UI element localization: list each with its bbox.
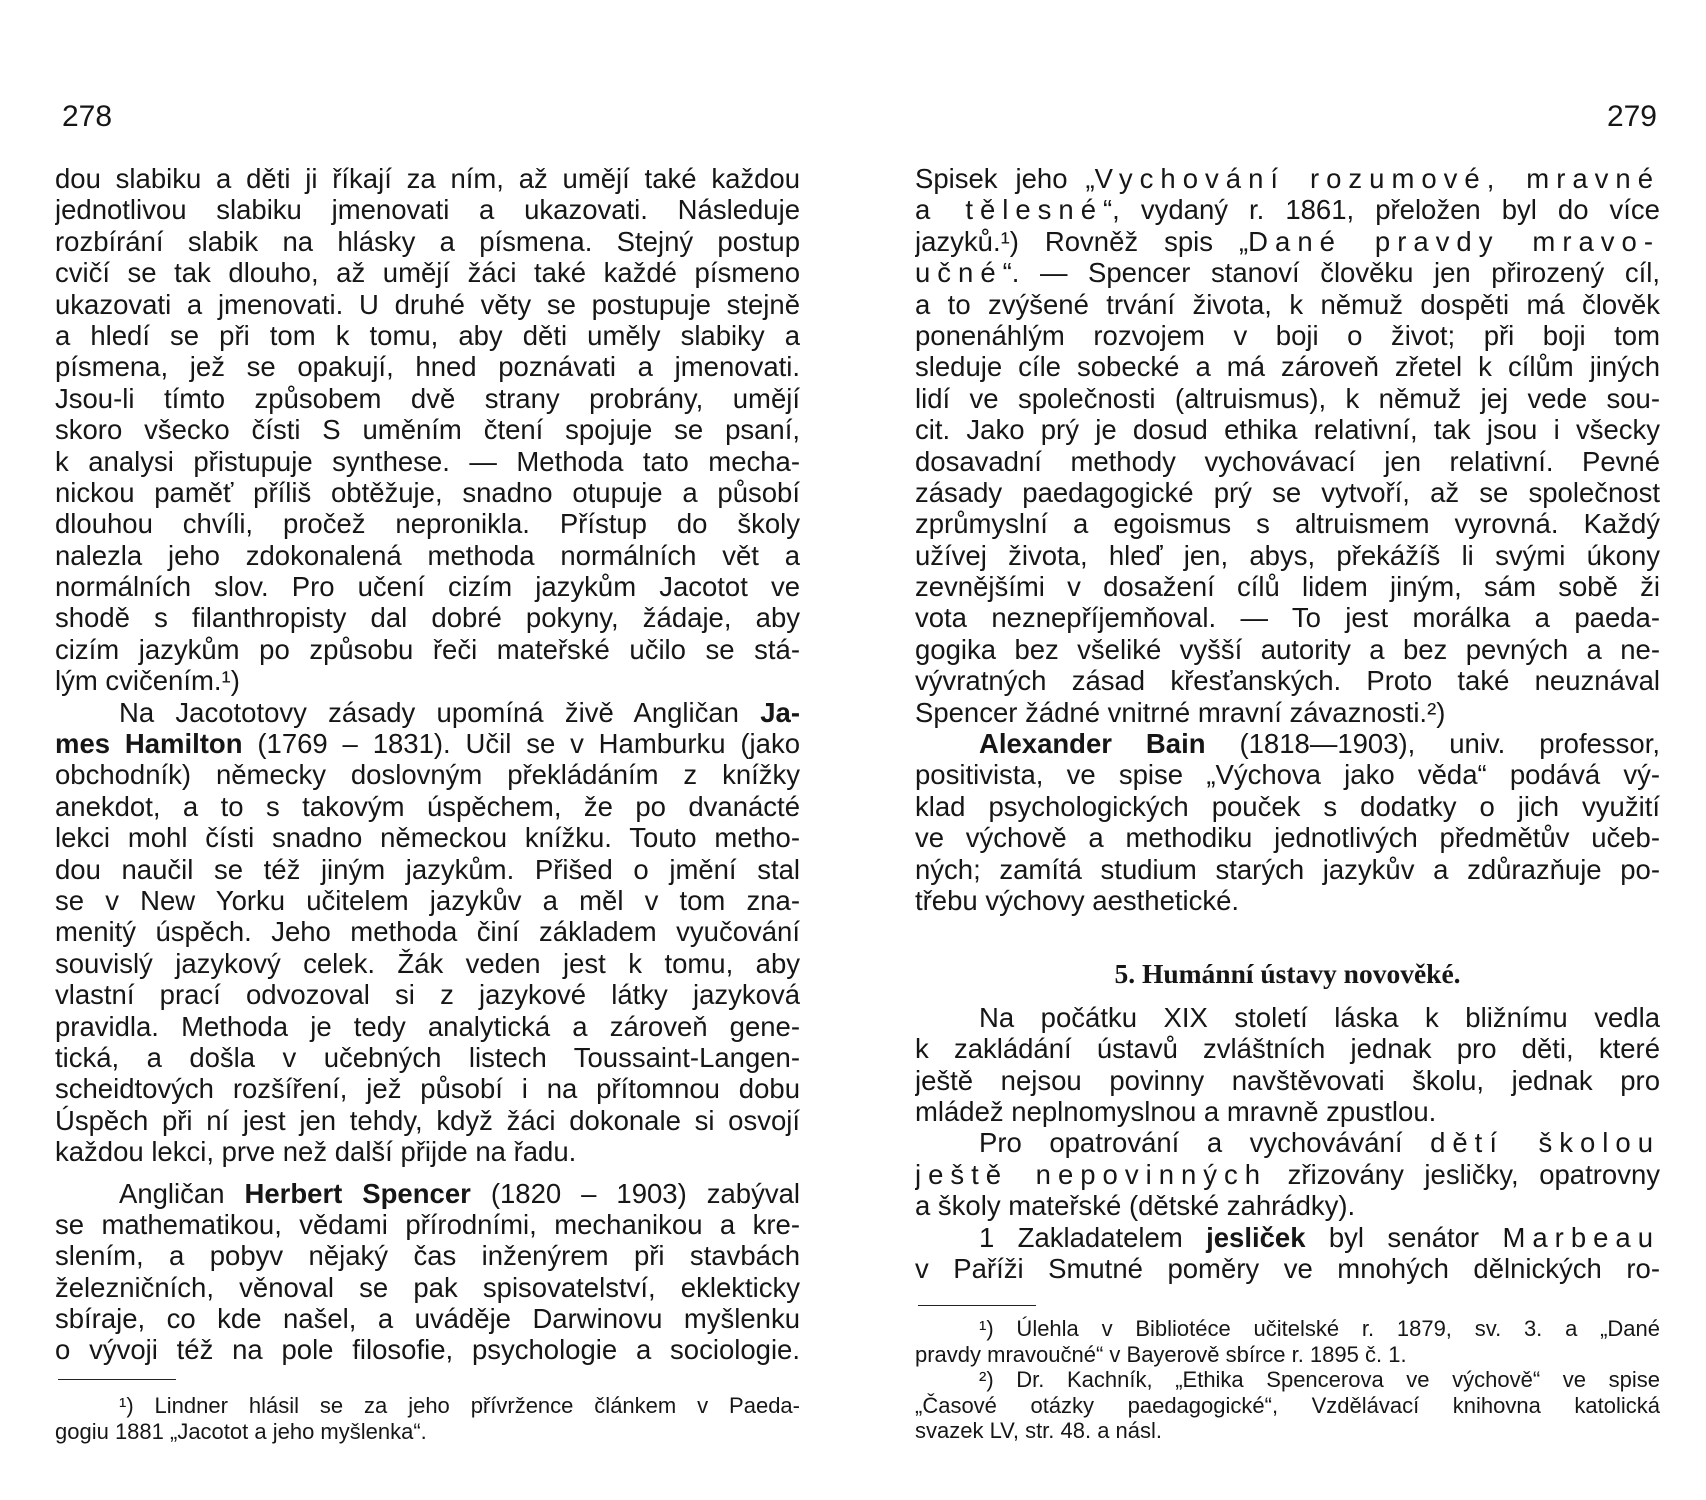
- text-line: o vývoji též na pole filosofie, psychologie a sociologie.: [55, 1334, 800, 1366]
- text-line: pravidla. Methoda je tedy analytická a zároveň gene-: [55, 1010, 800, 1042]
- text-line: [55, 728, 800, 759]
- text-line: Úspěch při ní jest jen tehdy, když žáci dokonale si osvojí: [55, 1104, 800, 1136]
- footnote-line: „Časové otázky paedagogické“, Vzdělávací knihovna katolická: [915, 1392, 1660, 1418]
- footnote-line: ¹) Úlehla v Bibliotéce učitelské r. 1879, sv. 3. a „Dané: [979, 1316, 1660, 1341]
- text-line: anekdot, a to s takovým úspěchem, že po dvanácté: [55, 790, 800, 822]
- page-number: 279: [1606, 100, 1657, 133]
- text-line: tická, a došla v učebných listech Toussaint-Langen-: [55, 1041, 800, 1073]
- spaced-title: a tělesné: [915, 194, 1104, 226]
- person-name-bold: Alexander Bain: [979, 728, 1206, 760]
- text-line: písmena, jež se opakují, hned poznávati a jmenovati.: [55, 351, 800, 383]
- person-name-bold: Ja-: [760, 696, 800, 728]
- text-line: ných; zamítá studium starých jazykův a zdůrazňuje po-: [915, 853, 1660, 885]
- text-line: dou slabiku a děti ji říkají za ním, až umějí také každou: [55, 163, 800, 194]
- footnote-line: svazek LV, str. 48. a násl.: [915, 1418, 1163, 1443]
- text-line: [915, 163, 1660, 194]
- text-line: cit. Jako prý je dosud ethika relativní, tak jsou i všecky: [915, 414, 1660, 446]
- text-line: železničních, věnoval se pak spisovatelství, eklekticky: [55, 1271, 800, 1303]
- text-line: v Paříži Smutné poměry ve mnohých dělnických ro-: [915, 1252, 1660, 1284]
- left-page-body: [55, 163, 800, 1366]
- text-span: Spisek jeho „: [915, 163, 1095, 194]
- section-heading: 5. Humánní ústavy novověké.: [1114, 958, 1461, 990]
- text-line: [915, 1127, 1660, 1158]
- text-span: Pro opatrování a vychovávání: [979, 1127, 1403, 1159]
- left-page: [55, 0, 800, 1500]
- text-line: a školy mateřské (dětské zahrádky).: [915, 1190, 1356, 1222]
- spaced-title: dětí školou: [1430, 1127, 1660, 1159]
- text-line: gogika bez všeliké vyšší autority a bez pevných a ne-: [915, 633, 1660, 665]
- right-page-body: [915, 163, 1660, 1284]
- spaced-title: učné: [915, 257, 1003, 289]
- text-line: nickou paměť příliš obtěžuje, snadno otupuje a působí: [55, 476, 800, 508]
- text-line: obchodník) německy doslovným překládáním z knížky: [55, 759, 800, 791]
- text-line: [55, 1178, 800, 1209]
- text-line: menitý úspěch. Jeho methoda činí základem vyučování: [55, 916, 800, 948]
- text-line: a hledí se při tom k tomu, aby děti uměly slabiky a: [55, 319, 800, 351]
- text-span: Angličan: [119, 1177, 225, 1209]
- text-span: 1 Zakladatelem: [979, 1221, 1183, 1253]
- text-line: zásady paedagogické prý se vytvoří, až se společnost: [915, 476, 1660, 508]
- text-line: dou naučil se též jiným jazykům. Přišed o jmění stal: [55, 853, 800, 885]
- left-footnotes: [55, 1393, 800, 1444]
- text-line: dosavadní methody vychovávací jen relativní. Pevné: [915, 445, 1660, 477]
- text-line: zprůmyslní a egoismus s altruismem vyrovná. Každý: [915, 508, 1660, 540]
- text-line: mládež neplnomyslnou a mravně zpustlou.: [915, 1095, 1437, 1127]
- text-line: normálních slov. Pro učení cizím jazykům Jacotot ve: [55, 571, 800, 603]
- page-number: 278: [62, 100, 113, 133]
- person-name-bold: Herbert Spencer: [244, 1177, 471, 1209]
- text-line: každou lekci, prve než další přijde na řadu.: [55, 1136, 577, 1168]
- text-line: klad psychologických pouček s dodatky o jich využití: [915, 790, 1660, 822]
- footnote-line: pravdy mravoučné“ v Bayerově sbírce r. 1895 č. 1.: [915, 1341, 1407, 1367]
- text-line: Spencer žádné vnitrné mravní závaznosti.²): [915, 696, 1446, 728]
- text-line: lidí ve společnosti (altruismus), k němuž jej vede sou-: [915, 382, 1660, 414]
- text-span: Na Jacototovy zásady upomíná živě Angličan: [119, 696, 739, 728]
- text-line: skoro všecko čísti S uměním čtení spojuje se psaní,: [55, 414, 800, 446]
- person-name-bold: mes Hamilton: [55, 728, 243, 760]
- text-line: slením, a pobyv nějaký čas inženýrem při stavbách: [55, 1240, 800, 1272]
- text-line: vývratných zásad křesťanských. Proto také neuznával: [915, 665, 1660, 697]
- text-line: k analysi přistupuje synthese. — Methoda tato mecha-: [55, 445, 800, 477]
- text-line: lekci mohl čísti snadno německou knížku. Touto metho-: [55, 822, 800, 854]
- footnote-line: gogiu 1881 „Jacotot a jeho myšlenka“.: [55, 1418, 427, 1444]
- text-line: zevnějšími v dosažení cílů lidem jiným, sám sobě ži: [915, 571, 1660, 603]
- text-span: (1769 – 1831). Učil se v Hamburku (jako: [242, 728, 800, 760]
- text-line: vota neznepříjemňoval. — To jest morálka a paeda-: [915, 602, 1660, 634]
- text-line: shodě s filanthropisty dal dobré pokyny, žádaje, aby: [55, 602, 800, 634]
- text-line: [55, 697, 800, 728]
- text-span: “. — Spencer stanoví člověku jen přirozený cíl,: [1002, 257, 1660, 289]
- text-span: “, vydaný r. 1861, přeložen byl do více: [1103, 194, 1660, 226]
- text-line: souvislý jazykový celek. Žák veden jest k tomu, aby: [55, 947, 800, 979]
- text-line: dlouhou chvíli, pročež nepronikla. Přístup do školy: [55, 508, 800, 540]
- text-span: (1818—1903), univ. professor,: [1205, 728, 1660, 760]
- text-line: se mathematikou, vědami přírodními, mechanikou a kre-: [55, 1208, 800, 1240]
- spaced-title: Vychování rozumové, mravné: [1094, 163, 1660, 194]
- text-line: ve výchově a methodiku jednotlivých předmětův učeb-: [915, 822, 1660, 854]
- text-line: [915, 728, 1660, 759]
- text-line: se v New Yorku učitelem jazykův a měl v tom zna-: [55, 884, 800, 916]
- term-bold: jesliček: [1206, 1221, 1306, 1253]
- text-line: Jsou-li tímto způsobem dvě strany probrány, umějí: [55, 382, 800, 414]
- spaced-title: ještě nepovinných: [915, 1158, 1268, 1190]
- text-span: byl senátor: [1305, 1221, 1480, 1253]
- text-line: [915, 1222, 1660, 1253]
- spaced-name: Marbeau: [1502, 1221, 1660, 1253]
- right-footnotes: [915, 1316, 1660, 1444]
- text-line: lým cvičením.¹): [55, 665, 240, 697]
- text-line: [915, 226, 1660, 257]
- text-line: ponenáhlým rozvojem v boji o život; při boji tom: [915, 319, 1660, 351]
- text-line: nalezla jeho zdokonalená methoda normálních vět a: [55, 539, 800, 571]
- text-line: sbíraje, co kde našel, a uváděje Darwinovu myšlenku: [55, 1303, 800, 1335]
- footnote-line: ¹) Lindner hlásil se za jeho přívržence článkem v Paeda-: [119, 1393, 800, 1418]
- text-line: k zakládání ústavů zvláštních jednak pro děti, které: [915, 1033, 1660, 1065]
- footnote-rule: [918, 1305, 1036, 1306]
- text-span: zřizovány jesličky, opatrovny: [1267, 1158, 1660, 1190]
- text-line: a to zvýšené trvání života, k němuž dospěti má člověk: [915, 288, 1660, 320]
- footnote-rule: [58, 1379, 176, 1380]
- text-line: positivista, ve spise „Výchova jako věda“ podává vý-: [915, 759, 1660, 791]
- text-line: Na počátku XIX století láska k bližnímu vedla: [979, 1001, 1660, 1033]
- text-line: scheidtových rozšíření, jež působí i na přítomnou dobu: [55, 1073, 800, 1105]
- text-span: jazyků.¹) Rovněž spis „: [915, 225, 1249, 257]
- text-line: ukazovati a jmenovati. U druhé věty se postupuje stejně: [55, 288, 800, 320]
- text-line: jednotlivou slabiku jmenovati a ukazovati. Následuje: [55, 194, 800, 226]
- text-line: cizím jazykům po způsobu řeči mateřské učilo se stá-: [55, 633, 800, 665]
- text-line: vlastní prací odvozoval si z jazykové látky jazyková: [55, 979, 800, 1011]
- text-line: [915, 1159, 1660, 1190]
- text-line: užívej života, hleď jen, abys, překážíš li svými úkony: [915, 539, 1660, 571]
- spaced-title: Dané pravdy mravo-: [1248, 225, 1660, 257]
- text-line: [915, 257, 1660, 288]
- text-line: [915, 194, 1660, 225]
- text-line: třebu výchovy aesthetické.: [915, 884, 1240, 916]
- text-line: sleduje cíle sobecké a má zároveň zřetel k cílům jiných: [915, 351, 1660, 383]
- text-line: ještě nejsou povinny navštěvovati školu, jednak pro: [915, 1064, 1660, 1096]
- text-line: cvičí se tak dlouho, až umějí žáci také každé písmeno: [55, 257, 800, 289]
- text-span: (1820 – 1903) zabýval: [470, 1177, 800, 1209]
- text-line: rozbírání slabik na hlásky a písmena. Stejný postup: [55, 225, 800, 257]
- right-page: [915, 0, 1660, 1500]
- footnote-line: ²) Dr. Kachník, „Ethika Spencerova ve výchově“ ve spise: [979, 1367, 1660, 1392]
